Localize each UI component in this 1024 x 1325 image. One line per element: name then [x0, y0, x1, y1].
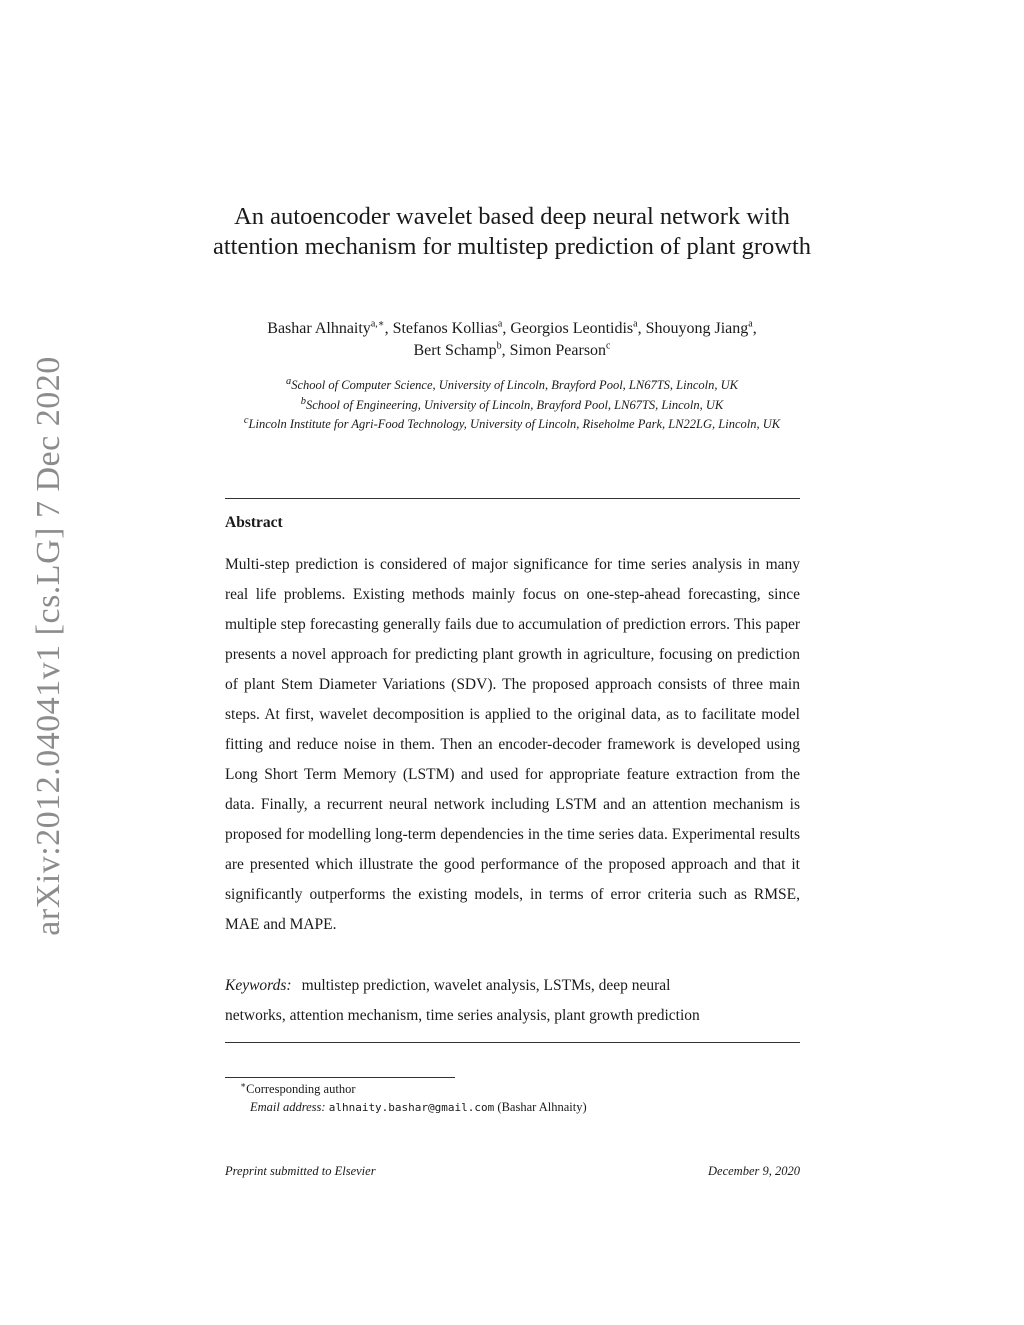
affiliation: $^b$School of Engineering, University of Lincoln, Brayford Pool, LN67TS, Lincoln, UK: [300, 395, 724, 412]
corresponding-author-note: Corresponding author: [246, 1082, 356, 1096]
author: Bashar Alhnaity$^{a,∗}$,: [267, 318, 393, 337]
author: Stefanos Kollias$^a$,: [392, 318, 511, 337]
email-label: Email address:: [250, 1100, 326, 1114]
abstract-top-rule: [225, 498, 800, 499]
preprint-notice: Preprint submitted to Elsevier: [225, 1164, 376, 1178]
author: Simon Pearson$^c$: [509, 340, 611, 359]
affiliation: $^a$School of Computer Science, University of Lincoln, Brayford Pool, LN67TS, Lincoln, UK: [286, 376, 738, 393]
email-link[interactable]: alhnaity.bashar@gmail.com: [328, 1101, 495, 1114]
arxiv-identifier-stamp: arXiv:2012.04041v1 [cs.LG] 7 Dec 2020: [30, 356, 67, 936]
keywords-line: multistep prediction, wavelet analysis, LSTMs, deep neural: [301, 977, 671, 994]
author: Georgios Leontidis$^a$,: [510, 318, 646, 337]
affiliation: $^c$Lincoln Institute for Agri-Food Technology, University of Lincoln, Riseholme Park, LN22LG, Lincoln, UK: [243, 415, 781, 432]
abstract-bottom-rule: [225, 1042, 800, 1043]
author: Shouyong Jiang$^a$,: [645, 318, 757, 337]
author-list: [212, 318, 812, 362]
keywords: [225, 971, 800, 1031]
submission-date: December 9, 2020: [708, 1164, 800, 1178]
footnote: [240, 1080, 587, 1117]
abstract-text: Multi-step prediction is considered of major significance for time series analysis in many real life problems. Existing methods mainly focus on one-step-ahead forecasting, since multiple step forecasting generally fails due to accumulation of prediction errors. This paper presents a novel approach for predicting plant growth in agriculture, focusing on prediction of plant Stem Diameter Variations (SDV). The proposed approach consists of three main steps. At first, wavelet decomposition is applied to the original data, as to facilitate model fitting and reduce noise in them. Then an encoder-decoder framework is developed using Long Short Term Memory (LSTM) and used for appropriate feature extraction from the data. Finally, a recurrent neural network including LSTM and an attention mechanism is proposed for modelling long-term dependencies in the time series data. Experimental results are presented which illustrate the good performance of the proposed approach and that it significantly outperforms the existing models, in terms of error criteria such as RMSE, MAE and MAPE.: [225, 556, 800, 933]
affiliations: [212, 374, 812, 433]
keywords-label: Keywords:: [225, 977, 292, 994]
author: Bert Schamp$^b$,: [413, 340, 510, 359]
abstract-heading: Abstract: [225, 514, 283, 531]
keywords-line: networks, attention mechanism, time series analysis, plant growth prediction: [225, 1007, 700, 1024]
email-owner: (Bashar Alhnaity): [497, 1100, 587, 1114]
footnote-star: ∗: [240, 1079, 247, 1090]
paper-title: An autoencoder wavelet based deep neural network with attention mechanism for multistep prediction of plant growth: [212, 203, 812, 260]
footnote-rule: [225, 1077, 455, 1078]
